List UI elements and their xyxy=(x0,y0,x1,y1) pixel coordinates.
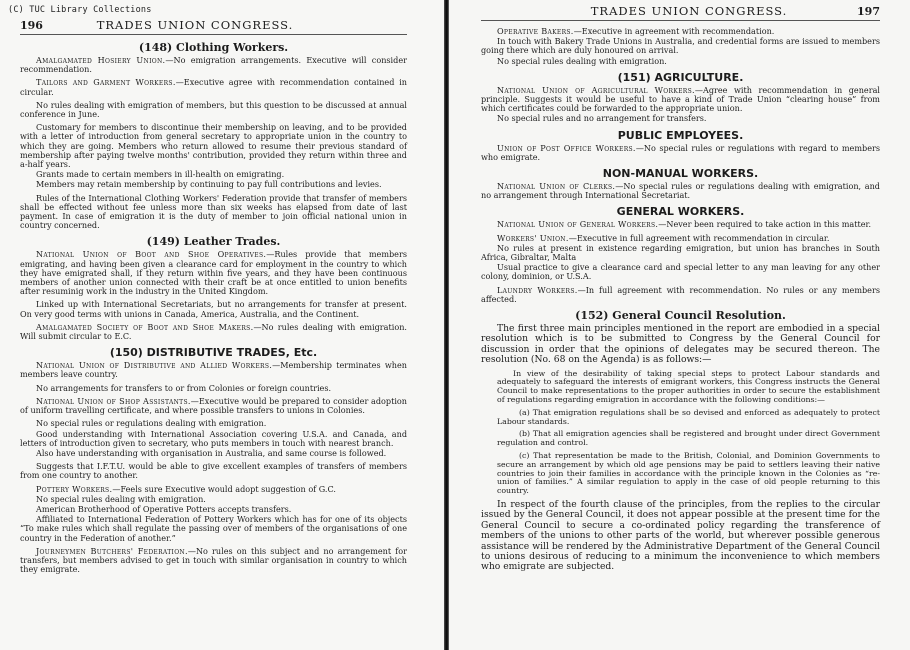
paragraph: No special rules dealing with emigration. xyxy=(36,493,206,504)
section-heading: NON-MANUAL WORKERS. xyxy=(602,167,759,181)
right-page xyxy=(447,0,910,650)
paragraph: Suggests that I.F.T.U. would be able to give excellent examples of transfers of members from one country to another. xyxy=(20,461,407,481)
union-name: National Union of Shop Assistants. xyxy=(36,395,191,406)
paragraph: Linked up with International Secretariats, but no arrangements for transfer at present. On very good terms with unions in Canada, America, Australia, and the Continent. xyxy=(20,299,407,319)
section-public-employees xyxy=(481,129,880,162)
section-heading: (151) AGRICULTURE. xyxy=(617,70,744,84)
paragraph: Rules of the International Clothing Workers' Federation provide that transfer of members shall be effected without fee unless more than six weeks has elapsed from date of last payment. In case of emigration it is the duty of member to join official national union in country concerned. xyxy=(20,192,407,231)
section-heading: (149) Leather Trades. xyxy=(146,235,281,249)
union-name: Operative Bakers. xyxy=(497,26,574,36)
paragraph: Tailors and Garment Workers.—Executive agree with recommendation contained in circular. xyxy=(20,77,407,97)
paragraph: Also have understanding with organisation in Australia, and same course is followed. xyxy=(36,447,387,458)
section-151-agriculture xyxy=(481,71,880,124)
resolution-text: In view of the desirability of taking special steps to protect Labour standards and adequately to safeguard the interests of emigrant workers, this Congress instructs the General Council to make representations to the proper authorities in order to secure the establishment of regulations regarding emigration in accordance with the following conditions:— xyxy=(497,368,880,405)
paragraph: National Union of Agricultural Workers.—Agree with recommendation in general principle. Suggests it would be useful to have a kind of Trade Union “clearing house” from which certificates could be forwarded to the appropriate union. xyxy=(481,84,881,114)
paragraph: Pottery Workers.—Feels sure Executive would adopt suggestion of G.C. xyxy=(36,483,336,494)
paragraph: Affiliated to International Federation of Pottery Workers which has for one of its objects “To make rules which shall regulate the passing over of members of the organisations of one country in the Federation of another.” xyxy=(20,514,407,543)
paragraph: National Union of Shop Assistants.—Executive would be prepared to consider adoption of uniform travelling certificate, and where possible transfers to unions in Colonies. xyxy=(20,395,407,416)
paragraph: Amalgamated Society of Boot and Shoe Makers.—No rules dealing with emigration. Will submit circular to E.C. xyxy=(20,321,407,342)
copyright-watermark: (C) TUC Library Collections xyxy=(8,5,152,15)
union-name: Amalgamated Hosiery Union. xyxy=(36,55,166,65)
section-152-general-council-resolution xyxy=(481,309,880,573)
paragraph: In touch with Bakery Trade Unions in Australia, and credential forms are issued to members going there which are duly honoured on arrival. xyxy=(481,36,880,56)
section-heading: (152) General Council Resolution. xyxy=(575,309,786,323)
left-page xyxy=(0,0,447,650)
union-name: Tailors and Garment Workers. xyxy=(36,77,176,88)
paragraph: Laundry Workers.—In full agreement with recommendation. No rules or any members affected. xyxy=(481,284,880,304)
union-name: Pottery Workers. xyxy=(36,483,113,494)
paragraph: Union of Post Office Workers.—No special rules or regulations with regard to members who emigrate. xyxy=(481,142,881,162)
union-name: National Union of Clerks. xyxy=(497,181,616,192)
section-heading: (150) DISTRIBUTIVE TRADES, Etc. xyxy=(109,346,318,360)
union-name: National Union of Agricultural Workers. xyxy=(497,84,695,95)
paragraph: Amalgamated Hosiery Union.—No emigration arrangements. Executive will consider recommendation. xyxy=(20,55,407,75)
paragraph: National Union of General Workers.—Never been required to take action in this matter. xyxy=(497,219,872,230)
resolution-clause-c: (c) That representation be made to the British, Colonial, and Dominion Governments to secure an arrangement by which old age pensions may be paid to settlers leaving their native countries to join their families in accordance with the principle known in the Colonies as “re-union of families.” A similar regulation to apply in the case of old people returning to this country. xyxy=(497,451,880,496)
book-gutter xyxy=(444,0,449,650)
paragraph: No rules dealing with emigration of members, but this question to be discussed at annual conference in June. xyxy=(20,99,407,120)
left-running-head xyxy=(20,18,407,35)
paragraph: No arrangements for transfers to or from Colonies or foreign countries. xyxy=(36,382,332,393)
union-name: Journeymen Butchers' Federation. xyxy=(36,545,188,556)
union-name: National Union of General Workers. xyxy=(497,219,659,230)
paragraph: Operative Bakers.—Executive in agreement with recommendation. xyxy=(497,26,775,36)
paragraph: No special rules or regulations dealing with emigration. xyxy=(36,418,267,429)
union-name: National Union of Distributive and Allied Workers. xyxy=(36,360,273,371)
section-heading: PUBLIC EMPLOYEES. xyxy=(617,128,744,142)
running-head-title-right: TRADES UNION CONGRESS. xyxy=(590,4,788,18)
right-running-head xyxy=(481,4,880,21)
resolution-clause-b: (b) That all emigration agencies shall be registered and brought under direct Government regulation and control. xyxy=(497,429,880,448)
section-general-workers xyxy=(481,205,880,304)
section-non-manual-workers xyxy=(481,167,880,200)
paragraph: National Union of Boot and Shoe Operatives.—Rules provide that members emigrating, and having been given a clearance card for employment in the country to which they have emigrated shall, if they return within five years, and they have been continuous members of another union connected with their craft be at once entitled to union benefits after resuminig work in the industry in the United Kingdom. xyxy=(20,249,407,297)
paragraph: National Union of Clerks.—No special rules or regulations dealing with emigration, and no arrangement through International Secretariat. xyxy=(481,181,880,201)
union-name: Amalgamated Society of Boot and Shoe Makers. xyxy=(36,321,254,332)
section-148-clothing-workers xyxy=(20,41,407,230)
paragraph: Workers' Union.—Executive in full agreement with recommendation in circular. xyxy=(497,232,830,243)
paragraph: Grants made to certain members in ill-health on emigrating. xyxy=(36,169,285,180)
paragraph: Good understanding with International Association covering U.S.A. and Canada, and letters of introduction given to secretary, who puts members in touch with nearest branch. xyxy=(20,428,407,448)
section-heading: (148) Clothing Workers. xyxy=(138,41,289,54)
page-number-right: 197 xyxy=(857,5,880,18)
paragraph: Usual practice to give a clearance card and special letter to any man leaving for any other colony, dominion, or U.S.A. xyxy=(481,262,880,282)
running-head-title-left: TRADES UNION CONGRESS. xyxy=(96,18,294,32)
paragraph: Members may retain membership by continuing to pay full contributions and levies. xyxy=(36,179,382,190)
paragraph: No rules at present in existence regarding emigration, but union has branches in South Africa, Gibraltar, Malta xyxy=(481,242,880,263)
paragraph: The first three main principles mentioned in the report are embodied in a special resolution which is to be submitted to Congress by the General Council for discussion in order that the opinions of delegates may be secured thereon. The resolution (No. 68 on the Agenda) is as follows:— xyxy=(481,323,880,366)
union-name: Laundry Workers. xyxy=(497,284,578,295)
section-bakers xyxy=(481,27,880,66)
section-heading: GENERAL WORKERS. xyxy=(616,205,745,219)
paragraph: No special rules and no arrangement for transfers. xyxy=(497,113,707,124)
union-name: National Union of Boot and Shoe Operatives. xyxy=(36,249,267,260)
union-name: Workers' Union. xyxy=(497,232,569,243)
paragraph: Journeymen Butchers' Federation.—No rules on this subject and no arrangement for transfers, but members advised to get in touch with similar organisation in country to which they emigrate. xyxy=(20,545,407,575)
resolution-quote xyxy=(481,370,880,496)
union-name: Union of Post Office Workers. xyxy=(497,142,636,153)
paragraph: National Union of Distributive and Allied Workers.—Membership terminates when members leave country. xyxy=(20,360,407,380)
section-150-distributive-trades xyxy=(20,346,407,574)
paragraph: No special rules dealing with emigration. xyxy=(497,55,667,66)
paragraph: Customary for members to discontinue their membership on leaving, and to be provided with a letter of introduction from general secretary to appropriate union in the country to which they are going. Members who return allowed to resume their previous standard of membership after paying twelve months' contribution, provided they return within three and a-half years. xyxy=(20,122,407,170)
section-149-leather-trades xyxy=(20,235,407,341)
paragraph: American Brotherhood of Operative Potters accepts transfers. xyxy=(36,503,292,514)
paragraph: In respect of the fourth clause of the principles, from the replies to the circular issued by the General Council, it does not appear possible at the present time for the General Council to secure a co-ordinated policy regarding the transference of members of the unions to other parts of the world, but wherever possible generous assistance will be rendered by the Administrative Department of the General Council to unions desirous of reducing to a minimum the inconvenience to which members who emigrate are subjected. xyxy=(481,499,880,573)
page-number-left: 196 xyxy=(20,19,43,32)
resolution-clause-a: (a) That emigration regulations shall be so devised and enforced as adequately to protect Labour standards. xyxy=(497,407,880,426)
